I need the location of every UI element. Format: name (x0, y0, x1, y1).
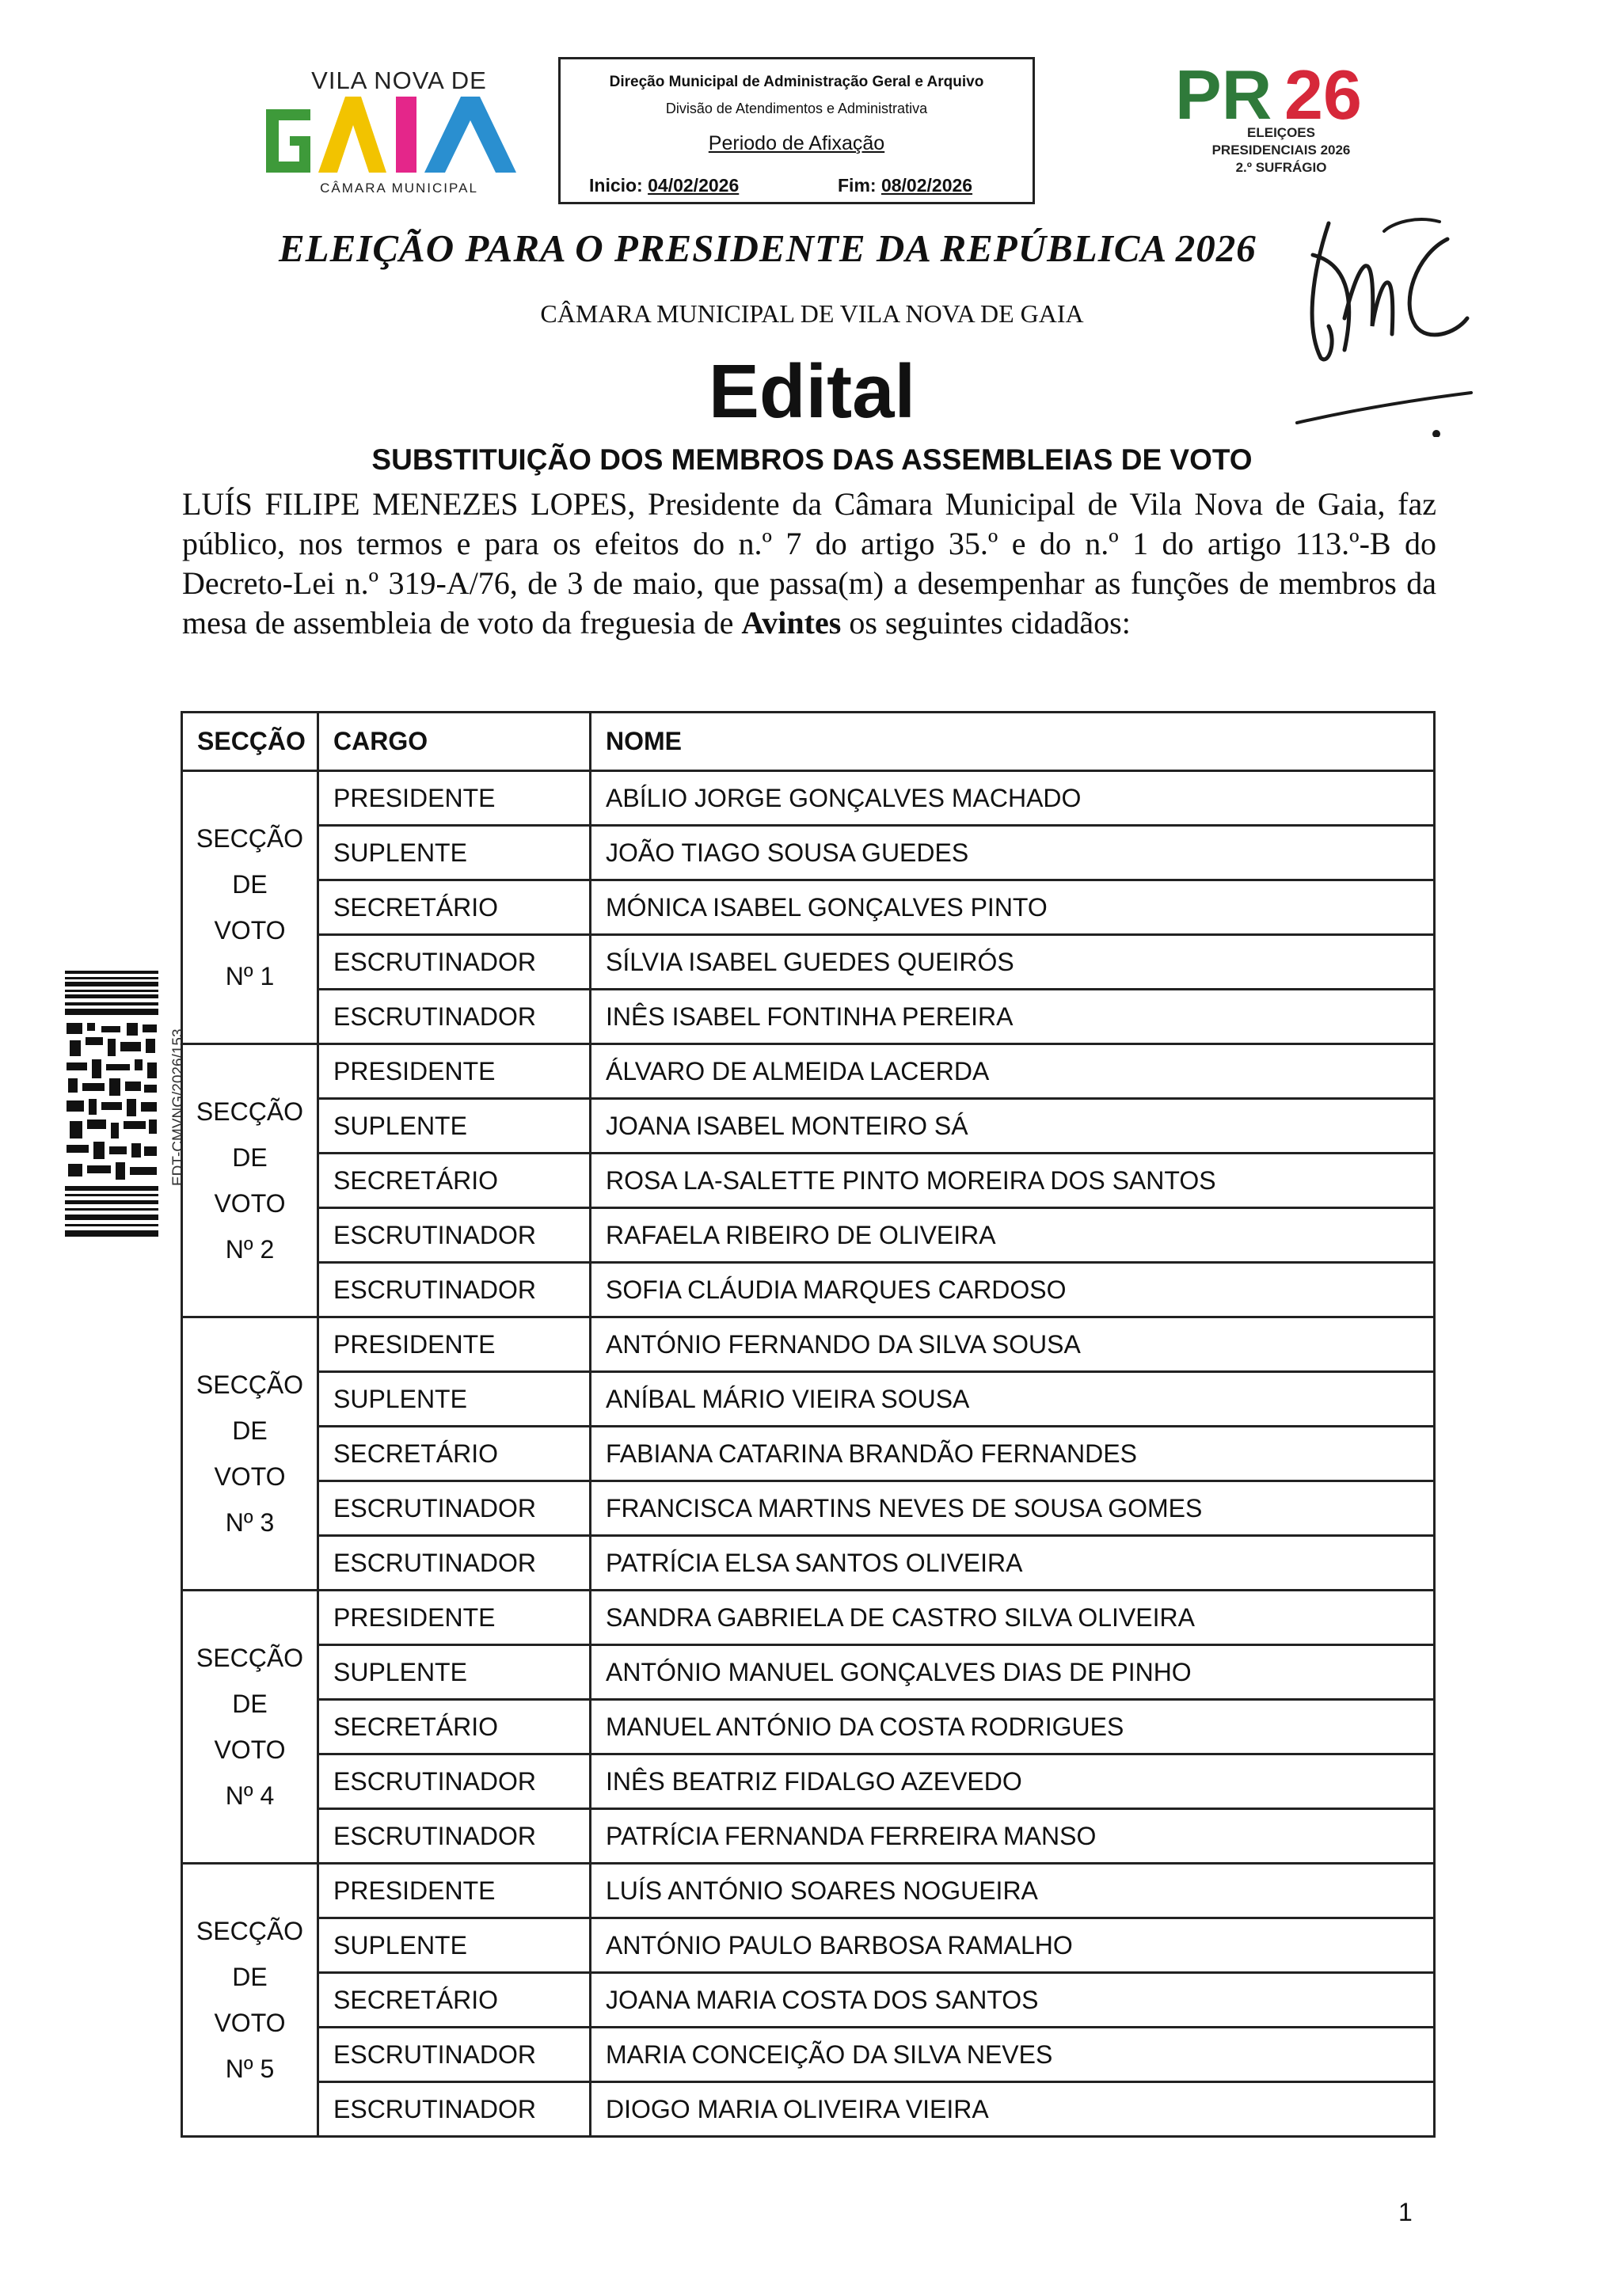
division-name: Divisão de Atendimentos e Administrativa (665, 101, 928, 116)
name-cell: FRANCISCA MARTINS NEVES DE SOUSA GOMES (591, 1481, 1435, 1536)
table-row (182, 1372, 1435, 1427)
name-cell: MANUEL ANTÓNIO DA COSTA RODRIGUES (591, 1700, 1435, 1754)
section-label-line: SECÇÃO (196, 1097, 304, 1126)
section-label-line: SECÇÃO (196, 1644, 304, 1672)
role-cell: ESCRUTINADOR (318, 2082, 591, 2137)
president-name: LUÍS FILIPE MENEZES LOPES (182, 486, 628, 522)
role-cell: ESCRUTINADOR (318, 1536, 591, 1591)
section-label-line: DE (232, 1690, 268, 1718)
end-date-field (838, 175, 972, 196)
name-cell: JOANA MARIA COSTA DOS SANTOS (591, 1973, 1435, 2028)
notice-body-text: , Presidente da Câmara Municipal de Vila Nova de Gaia, faz público, nos termos e para os efeitos do n.º 7 do artigo 35.º e do n.º 1 do artigo 113.º-B do Decreto-Lei n.º 319-A/76, de 3 de maio, que passa(m) a desempenhar as funções de membros da mesa de assembleia de voto da freguesia de (182, 486, 1436, 641)
section-label-line: Nº 2 (225, 1235, 275, 1264)
table-row (182, 1973, 1435, 2028)
role-cell: ESCRUTINADOR (318, 2028, 591, 2082)
role-cell: SECRETÁRIO (318, 1154, 591, 1208)
logo-city-bottom: CÂMARA MUNICIPAL (320, 181, 478, 196)
name-cell: LUÍS ANTÓNIO SOARES NOGUEIRA (591, 1864, 1435, 1918)
role-cell: PRESIDENTE (318, 1591, 591, 1645)
role-cell: PRESIDENTE (318, 771, 591, 826)
role-cell: SECRETÁRIO (318, 1973, 591, 2028)
role-cell: SUPLENTE (318, 1099, 591, 1154)
section-label-line: DE (232, 1963, 268, 1991)
section-label-line: DE (232, 870, 268, 899)
section-label-line: VOTO (214, 916, 286, 945)
section-label-line: SECÇÃO (196, 1370, 304, 1399)
pr26-line2: PRESIDENCIAIS 2026 (1211, 143, 1351, 158)
section-label-line: DE (232, 1416, 268, 1445)
table-row (182, 2028, 1435, 2082)
name-cell: ANTÓNIO PAULO BARBOSA RAMALHO (591, 1918, 1435, 1973)
table-row (182, 990, 1435, 1044)
members-table (181, 711, 1436, 2138)
notice-body (182, 485, 1436, 643)
role-cell: ESCRUTINADOR (318, 990, 591, 1044)
role-cell: SUPLENTE (318, 1918, 591, 1973)
section-label-line: VOTO (214, 1735, 286, 1764)
gaia-logo (234, 93, 551, 176)
table-row (182, 1809, 1435, 1864)
table-row (182, 771, 1435, 826)
role-cell: ESCRUTINADOR (318, 1263, 591, 1317)
section-label-line: VOTO (214, 1189, 286, 1218)
pr26-line3: 2.º SUFRÁGIO (1235, 160, 1327, 175)
table-row (182, 826, 1435, 880)
name-cell: PATRÍCIA ELSA SANTOS OLIVEIRA (591, 1536, 1435, 1591)
section-label-line: Nº 5 (225, 2055, 275, 2083)
name-cell: SÍLVIA ISABEL GUEDES QUEIRÓS (591, 935, 1435, 990)
name-cell: ÁLVARO DE ALMEIDA LACERDA (591, 1044, 1435, 1099)
start-date-value: 04/02/2026 (648, 175, 740, 196)
header-cargo: CARGO (318, 713, 591, 771)
gaia-logo-a2 (424, 97, 516, 173)
name-cell: ANÍBAL MÁRIO VIEIRA SOUSA (591, 1372, 1435, 1427)
name-cell: PATRÍCIA FERNANDA FERREIRA MANSO (591, 1809, 1435, 1864)
table-body (182, 771, 1435, 2137)
role-cell: SECRETÁRIO (318, 880, 591, 935)
table-row (182, 2082, 1435, 2137)
role-cell: ESCRUTINADOR (318, 1754, 591, 1809)
election-title: ELEIÇÃO PARA O PRESIDENTE DA REPÚBLICA 2026 (279, 226, 1257, 270)
role-cell: ESCRUTINADOR (318, 1809, 591, 1864)
table-row (182, 1754, 1435, 1809)
table-header-row (182, 713, 1435, 771)
table-row (182, 1044, 1435, 1099)
name-cell: INÊS ISABEL FONTINHA PEREIRA (591, 990, 1435, 1044)
role-cell: ESCRUTINADOR (318, 1481, 591, 1536)
section-label-line: VOTO (214, 2009, 286, 2037)
start-date-label: Inicio: (589, 175, 643, 196)
section-label-cell (182, 1317, 318, 1591)
table-row (182, 880, 1435, 935)
directorate-name: Direção Municipal de Administração Geral e Arquivo (609, 74, 984, 90)
pr26-logo (1175, 55, 1389, 131)
role-cell: SECRETÁRIO (318, 1427, 591, 1481)
role-cell: PRESIDENTE (318, 1864, 591, 1918)
gaia-logo-a1 (318, 97, 386, 173)
name-cell: FABIANA CATARINA BRANDÃO FERNANDES (591, 1427, 1435, 1481)
section-label-cell (182, 1044, 318, 1317)
table-row (182, 935, 1435, 990)
name-cell: JOÃO TIAGO SOUSA GUEDES (591, 826, 1435, 880)
section-label-cell (182, 1864, 318, 2137)
barcode-code: EDT-CMVNG/2026/153 (170, 1028, 187, 1186)
edital-title: Edital (708, 349, 916, 434)
posting-period-label: Periodo de Afixação (708, 132, 885, 154)
name-cell: ANTÓNIO FERNANDO DA SILVA SOUSA (591, 1317, 1435, 1372)
table-row (182, 1645, 1435, 1700)
role-cell: SUPLENTE (318, 1645, 591, 1700)
section-label-line: Nº 1 (225, 962, 275, 990)
section-label-line: Nº 4 (225, 1781, 275, 1810)
header-seccao: SECÇÃO (182, 713, 318, 771)
table-row (182, 1591, 1435, 1645)
parish-name: Avintes (741, 605, 842, 641)
notice-body-end: os seguintes cidadãos: (841, 605, 1131, 641)
municipality-line: CÂMARA MUNICIPAL DE VILA NOVA DE GAIA (540, 299, 1084, 328)
pr26-logo-number: 26 (1284, 55, 1362, 131)
page-number: 1 (1398, 2198, 1413, 2226)
name-cell: ANTÓNIO MANUEL GONÇALVES DIAS DE PINHO (591, 1645, 1435, 1700)
name-cell: SANDRA GABRIELA DE CASTRO SILVA OLIVEIRA (591, 1591, 1435, 1645)
barcode-icon (65, 971, 158, 1237)
role-cell: PRESIDENTE (318, 1044, 591, 1099)
role-cell: ESCRUTINADOR (318, 935, 591, 990)
section-label-cell (182, 771, 318, 1044)
name-cell: JOANA ISABEL MONTEIRO SÁ (591, 1099, 1435, 1154)
table-row (182, 1918, 1435, 1973)
section-label-line: SECÇÃO (196, 824, 304, 853)
end-date-label: Fim: (838, 175, 877, 196)
members-table-wrapper (181, 711, 1433, 2138)
section-label-cell (182, 1591, 318, 1864)
role-cell: SECRETÁRIO (318, 1700, 591, 1754)
gaia-logo-i (396, 97, 416, 173)
header-nome: NOME (591, 713, 1435, 771)
table-row (182, 1154, 1435, 1208)
pr26-logo-letters: PR (1175, 55, 1272, 131)
section-label-line: VOTO (214, 1462, 286, 1491)
name-cell: SOFIA CLÁUDIA MARQUES CARDOSO (591, 1263, 1435, 1317)
name-cell: DIOGO MARIA OLIVEIRA VIEIRA (591, 2082, 1435, 2137)
name-cell: MÓNICA ISABEL GONÇALVES PINTO (591, 880, 1435, 935)
start-date-field (589, 175, 739, 196)
name-cell: RAFAELA RIBEIRO DE OLIVEIRA (591, 1208, 1435, 1263)
name-cell: ROSA LA-SALETTE PINTO MOREIRA DOS SANTOS (591, 1154, 1435, 1208)
role-cell: SUPLENTE (318, 1372, 591, 1427)
table-row (182, 1427, 1435, 1481)
name-cell: ABÍLIO JORGE GONÇALVES MACHADO (591, 771, 1435, 826)
logo-city-top: VILA NOVA DE (311, 67, 487, 94)
table-row (182, 1481, 1435, 1536)
role-cell: SUPLENTE (318, 826, 591, 880)
table-row (182, 1864, 1435, 1918)
section-label-line: Nº 3 (225, 1508, 275, 1537)
section-label-line: SECÇÃO (196, 1917, 304, 1945)
table-row (182, 1208, 1435, 1263)
end-date-value: 08/02/2026 (880, 175, 973, 196)
role-cell: PRESIDENTE (318, 1317, 591, 1372)
gaia-logo-g (266, 109, 310, 173)
table-row (182, 1099, 1435, 1154)
pr26-line1: ELEIÇOES (1247, 125, 1315, 140)
table-row (182, 1700, 1435, 1754)
posting-period-box (558, 57, 1035, 204)
notice-subtitle: SUBSTITUIÇÃO DOS MEMBROS DAS ASSEMBLEIAS DE VOTO (371, 443, 1253, 476)
table-row (182, 1317, 1435, 1372)
name-cell: MARIA CONCEIÇÃO DA SILVA NEVES (591, 2028, 1435, 2082)
table-row (182, 1263, 1435, 1317)
section-label-line: DE (232, 1143, 268, 1172)
name-cell: INÊS BEATRIZ FIDALGO AZEVEDO (591, 1754, 1435, 1809)
table-row (182, 1536, 1435, 1591)
role-cell: ESCRUTINADOR (318, 1208, 591, 1263)
